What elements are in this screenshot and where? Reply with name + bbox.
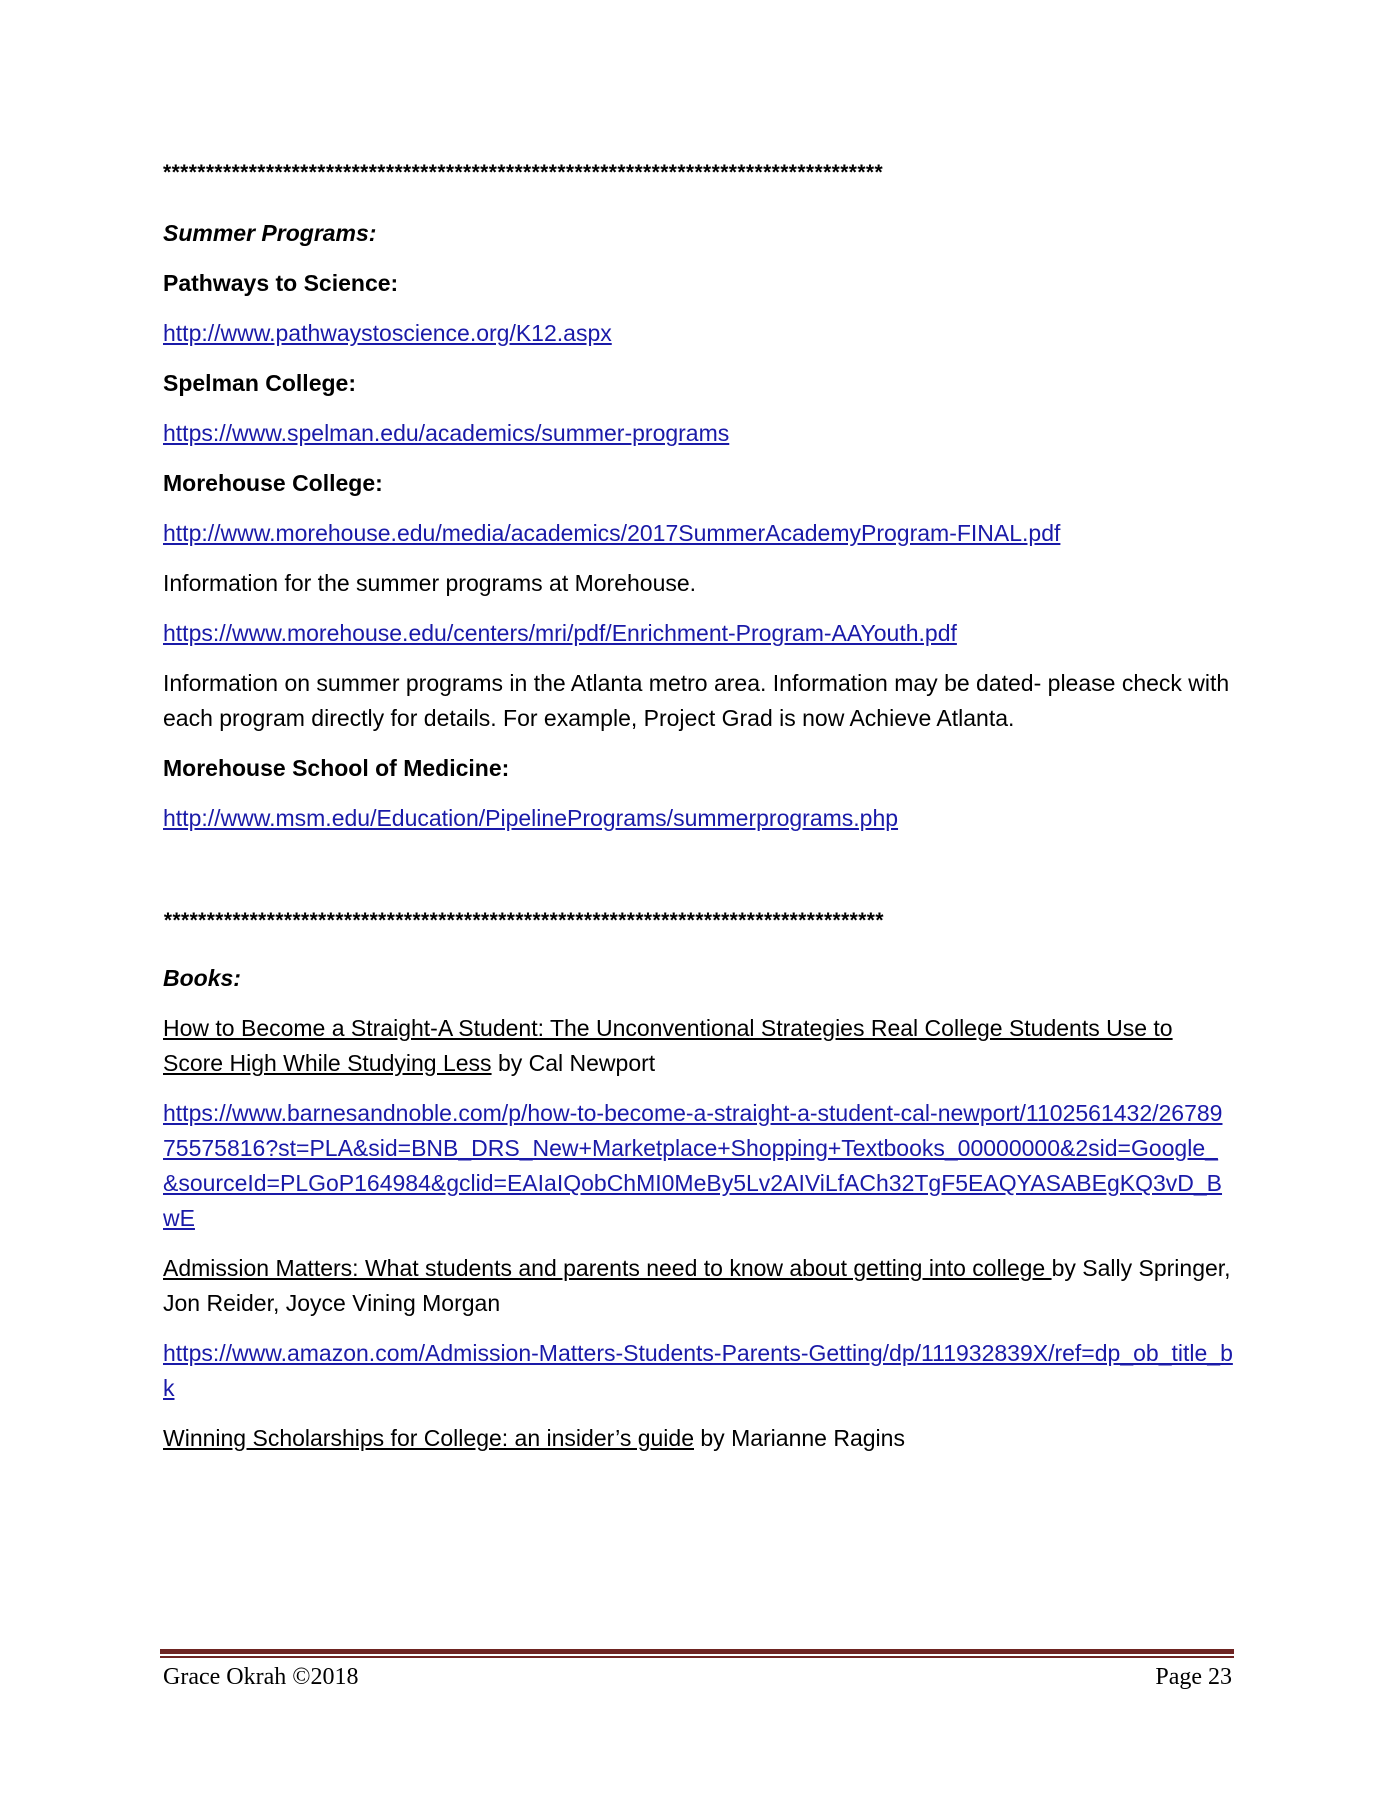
spelman-title: Spelman College: xyxy=(163,370,356,396)
morehouse-link[interactable]: http://www.morehouse.edu/media/academics/2017SummerAcademyProgram-FINAL.pdf xyxy=(163,520,1061,546)
page-content xyxy=(163,160,1233,1456)
books-heading: Books: xyxy=(163,965,241,991)
book3-title: Winning Scholarships for College: an insider’s guide xyxy=(163,1425,694,1451)
msm-title: Morehouse School of Medicine: xyxy=(163,755,510,781)
book2-author: by Sally Springer, Jon Reider, Joyce Vining Morgan xyxy=(163,1255,1231,1316)
morehouse-title: Morehouse College: xyxy=(163,470,383,496)
book1-entry xyxy=(163,1011,1233,1081)
morehouse-enrichment-link[interactable]: https://www.morehouse.edu/centers/mri/pdf/Enrichment-Program-AAYouth.pdf xyxy=(163,620,957,646)
book1-link[interactable]: https://www.barnesandnoble.com/p/how-to-become-a-straight-a-student-cal-newport/1102561432/2678975575816?st=PLA&sid=BNB_DRS_New+Marketplace+Shopping+Textbooks_00000000&2sid=Google_&sourceId=PLGoP164984&gclid=EAIaIQobChMI0MeBy5Lv2AIViLfACh32TgF5EAQYASABEgKQ3vD_BwE xyxy=(163,1100,1223,1231)
book2-link[interactable]: https://www.amazon.com/Admission-Matters-Students-Parents-Getting/dp/111932839X/ref=dp_ob_title_bk xyxy=(163,1340,1233,1401)
msm-link[interactable]: http://www.msm.edu/Education/PipelinePrograms/summerprograms.php xyxy=(163,805,899,831)
book1-title: How to Become a Straight-A Student: The Unconventional Strategies Real College Students Use to Score High While Studying Less xyxy=(163,1015,1173,1076)
morehouse-info: Information for the summer programs at Morehouse. xyxy=(163,570,697,596)
book3-author: by Marianne Ragins xyxy=(694,1425,905,1451)
footer-author: Grace Okrah ©2018 xyxy=(163,1664,359,1690)
pathways-title: Pathways to Science: xyxy=(163,270,399,296)
footer-rule-thin xyxy=(160,1656,1234,1658)
pathways-link[interactable]: http://www.pathwaystoscience.org/K12.aspx xyxy=(163,320,612,346)
spelman-link[interactable]: https://www.spelman.edu/academics/summer-programs xyxy=(163,420,730,446)
footer-page-number: Page 23 xyxy=(1155,1664,1232,1690)
separator-top: ************************************************************************************ xyxy=(163,161,884,184)
separator-books: ************************************************************************************ xyxy=(163,909,884,932)
book3-entry xyxy=(163,1421,1233,1456)
atlanta-info: Information on summer programs in the Atlanta metro area. Information may be dated- please check with each program directly for details. For example, Project Grad is now Achieve Atlanta. xyxy=(163,670,1230,731)
book1-author: by Cal Newport xyxy=(491,1050,656,1076)
book2-entry xyxy=(163,1251,1233,1321)
summer-programs-heading: Summer Programs: xyxy=(163,220,377,246)
book2-title: Admission Matters: What students and parents need to know about getting into college xyxy=(163,1255,1052,1281)
footer-rule-thick xyxy=(160,1649,1234,1654)
